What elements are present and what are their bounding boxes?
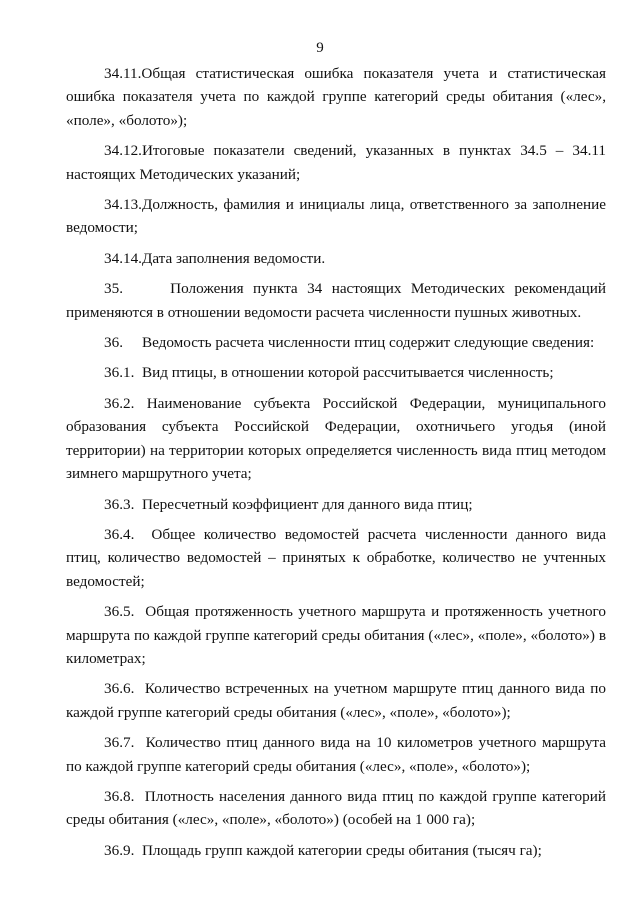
document-body — [66, 62, 610, 869]
paragraph-36-6: 36.6. Количество встреченных на учетном маршруте птиц данного вида по каждой группе категорий среды обитания («лес», «поле», «болото»); — [66, 680, 610, 721]
paragraph-34-14: 34.14.Дата заполнения ведомости. — [104, 249, 326, 267]
paragraph-36-8: 36.8. Плотность населения данного вида птиц по каждой группе категорий среды обитания («лес», «поле», «болото») (особей на 1 000 га); — [66, 787, 610, 829]
page-number: 9 — [316, 40, 324, 56]
paragraph-36-2: 36.2. Наименование субъекта Российской Федерации, муниципального образования субъекта Российской Федерации, охотничьего угодья (иной территории) на территории которых определяется численность вида птиц методом зимнего маршрутного учета; — [66, 394, 610, 483]
paragraph-36: 36. Ведомость расчета численности птиц содержит следующие сведения: — [104, 334, 595, 352]
paragraph-36-7: 36.7. Количество птиц данного вида на 10 километров учетного маршрута по каждой группе категорий среды обитания («лес», «поле», «болото»); — [66, 734, 610, 775]
paragraph-36-3: 36.3. Пересчетный коэффициент для данного вида птиц; — [104, 495, 473, 513]
paragraph-36-1: 36.1. Вид птицы, в отношении которой рассчитывается численность; — [104, 364, 554, 382]
paragraph-36-5: 36.5. Общая протяженность учетного маршрута и протяженность учетного маршрута по каждой группе категорий среды обитания («лес», «поле», «болото») в километрах; — [66, 603, 610, 667]
paragraph-36-4: 36.4. Общее количество ведомостей расчета численности данного вида птиц, количество ведомостей – принятых к обработке, количество не учтенных ведомостей; — [66, 525, 610, 590]
paragraph-34-13: 34.13.Должность, фамилия и инициалы лица, ответственного за заполнение ведомости; — [66, 196, 610, 237]
paragraph-34-11: 34.11.Общая статистическая ошибка показателя учета и статистическая ошибка показателя учета по каждой группе категорий среды обитания («лес», «поле», «болото»); — [66, 65, 610, 129]
paragraph-34-12: 34.12.Итоговые показатели сведений, указанных в пунктах 34.5 – 34.11 настоящих Методических указаний; — [66, 142, 610, 183]
paragraph-35: 35. Положения пункта 34 настоящих Методических рекомендаций применяются в отношении ведомости расчета численности пушных животных. — [66, 280, 610, 321]
paragraph-36-9: 36.9. Площадь групп каждой категории среды обитания (тысяч га); — [104, 841, 542, 859]
